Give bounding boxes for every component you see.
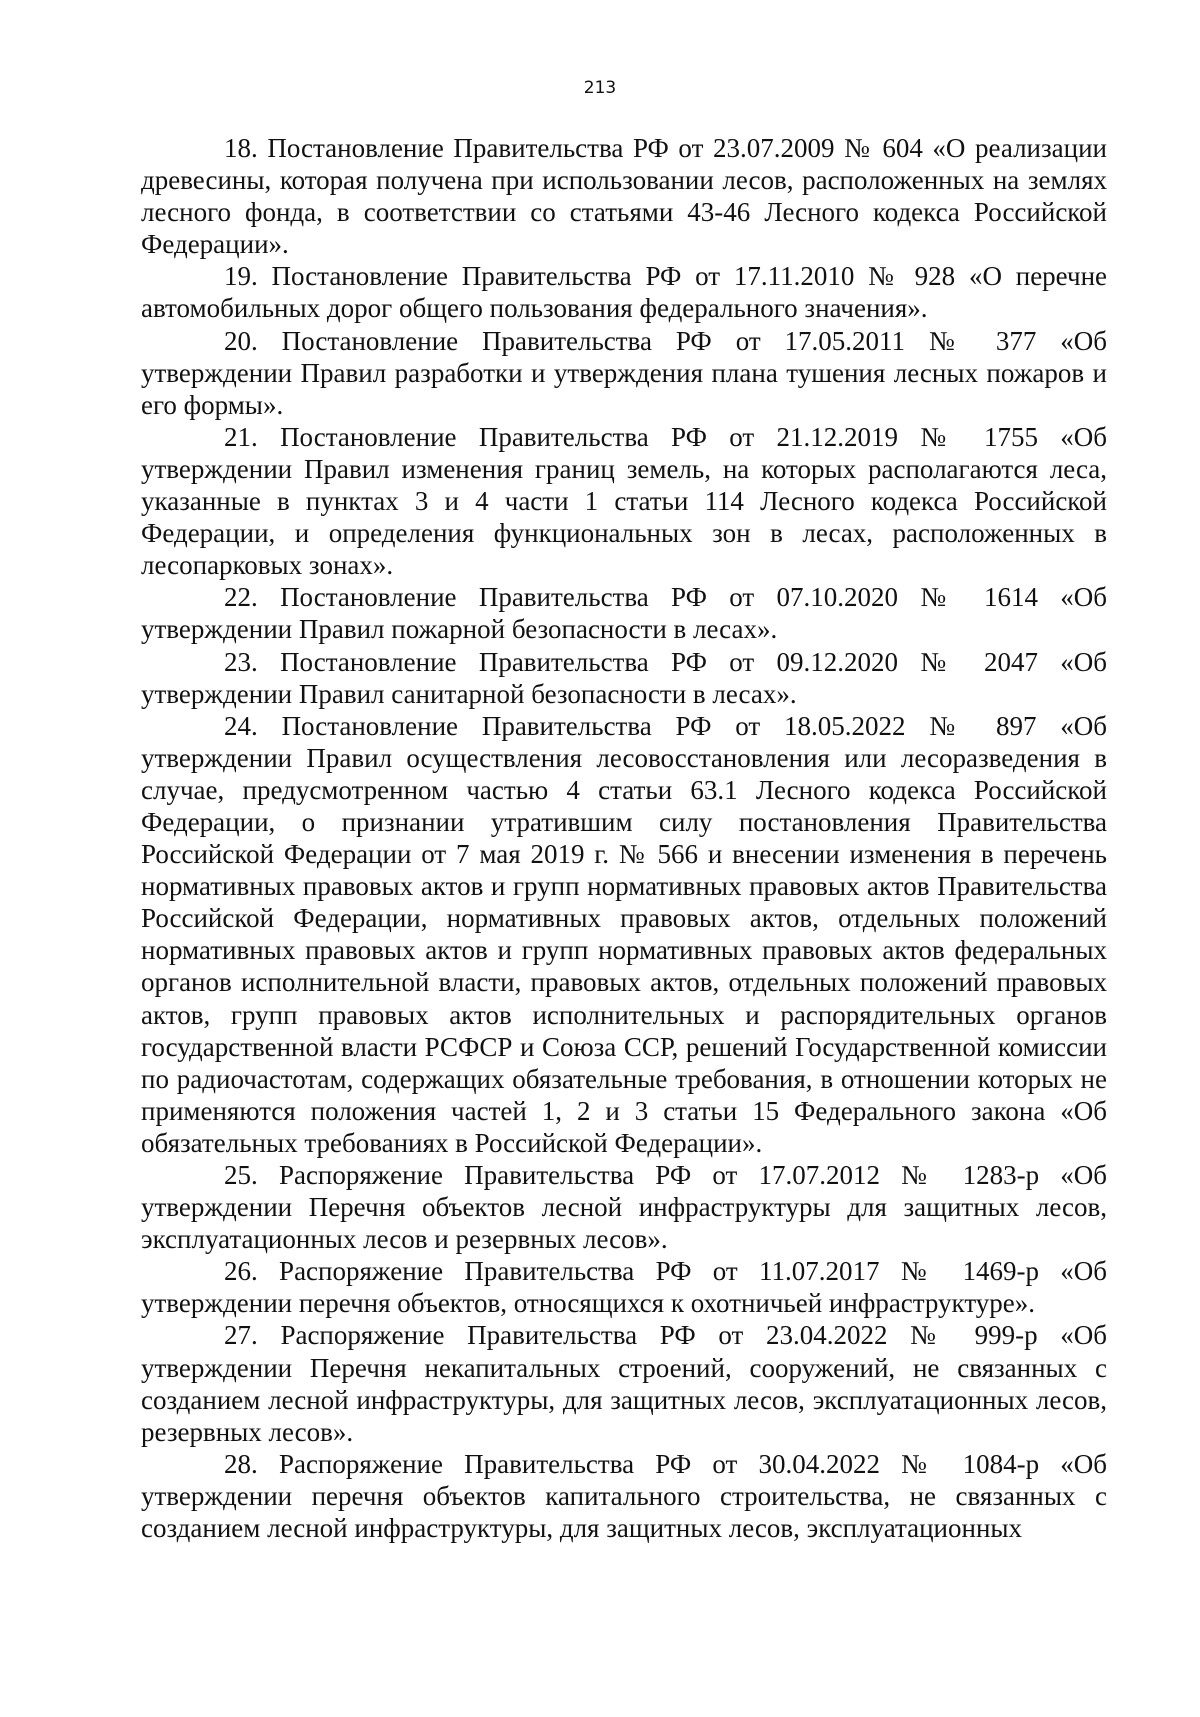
list-item: 22. Постановление Правительства РФ от 07.10.2020 № 1614 «Об утверждении Правил пожарной безопасности в лесах». [141, 582, 1107, 645]
list-item: 24. Постановление Правительства РФ от 18.05.2022 № 897 «Об утверждении Правил осуществления лесовосстановления или лесоразведения в случае, предусмотренном частью 4 статьи 63.1 Лесного кодекса Российской Федерации, о признании утратившим силу постановления Правительства Российской Федерации от 7 мая 2019 г. № 566 и внесении изменения в перечень нормативных правовых актов и групп нормативных правовых актов Правительства Российской Федерации, нормативных правовых актов, отдельных положений нормативных правовых актов и групп нормативных правовых актов федеральных органов исполнительной власти, правовых актов, отдельных положений правовых актов, групп правовых актов исполнительных и распорядительных органов государственной власти РСФСР и Союза ССР, решений Государственной комиссии по радиочастотам, содержащих обязательные требования, в отношении которых не применяются положения частей 1, 2 и 3 статьи 15 Федерального закона «Об обязательных требованиях в Российской Федерации». [141, 710, 1107, 1158]
list-item: 27. Распоряжение Правительства РФ от 23.04.2022 № 999-р «Об утверждении Перечня некапитальных строений, сооружений, не связанных с созданием лесной инфраструктуры, для защитных лесов, эксплуатационных лесов, резервных лесов». [141, 1320, 1107, 1447]
list-item: 25. Распоряжение Правительства РФ от 17.07.2012 № 1283-р «Об утверждении Перечня объектов лесной инфраструктуры для защитных лесов, эксплуатационных лесов и резервных лесов». [141, 1160, 1107, 1255]
list-item: 19. Постановление Правительства РФ от 17.11.2010 № 928 «О перечне автомобильных дорог общего пользования федерального значения». [141, 261, 1107, 324]
page-number: 213 [583, 78, 617, 98]
list-item: 18. Постановление Правительства РФ от 23.07.2009 № 604 «О реализации древесины, которая получена при использовании лесов, расположенных на землях лесного фонда, в соответствии со статьями 43-46 Лесного кодекса Российской Федерации». [141, 133, 1107, 260]
legal-acts-list [141, 132, 1107, 1544]
list-item: 28. Распоряжение Правительства РФ от 30.04.2022 № 1084-р «Об утверждении перечня объектов капитального строительства, не связанных с созданием лесной инфраструктуры, для защитных лесов, эксплуатационных [141, 1448, 1107, 1544]
list-item: 20. Постановление Правительства РФ от 17.05.2011 № 377 «Об утверждении Правил разработки и утверждения плана тушения лесных пожаров и его формы». [141, 325, 1107, 420]
list-item: 23. Постановление Правительства РФ от 09.12.2020 № 2047 «Об утверждении Правил санитарной безопасности в лесах». [141, 646, 1107, 709]
list-item: 26. Распоряжение Правительства РФ от 11.07.2017 № 1469-р «Об утверждении перечня объектов, относящихся к охотничьей инфраструктуре». [141, 1256, 1107, 1319]
list-item: 21. Постановление Правительства РФ от 21.12.2019 № 1755 «Об утверждении Правил изменения границ земель, на которых располагаются леса, указанные в пунктах 3 и 4 части 1 статьи 114 Лесного кодекса Российской Федерации, и определения функциональных зон в лесах, расположенных в лесопарковых зонах». [141, 421, 1107, 581]
